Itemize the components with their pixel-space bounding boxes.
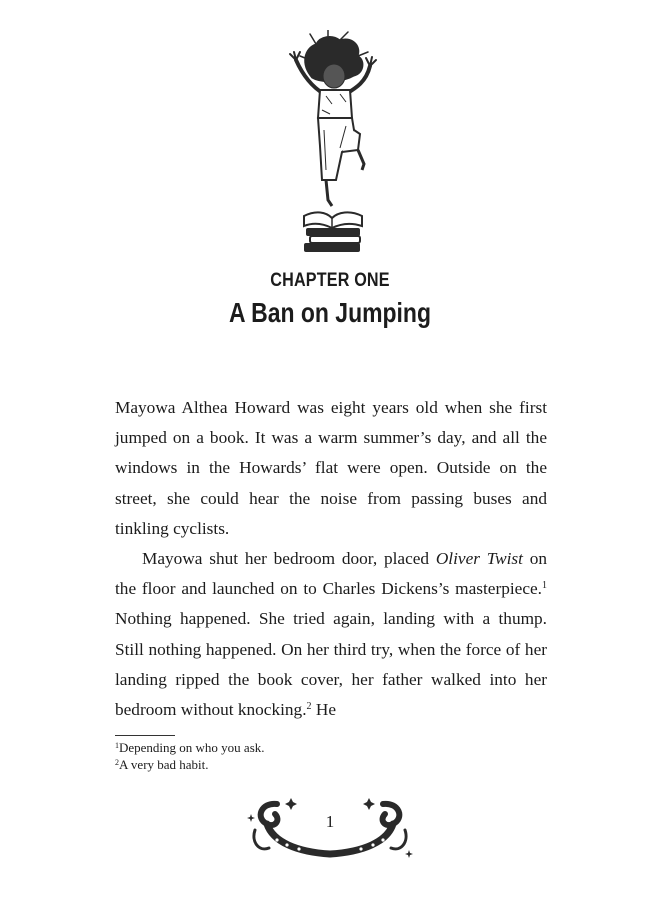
jumping-girl-illustration	[270, 30, 390, 255]
footnote-2	[115, 756, 547, 773]
footnote-1	[115, 739, 547, 756]
chapter-title: A Ban on Jumping	[229, 297, 431, 328]
footnote-divider	[115, 735, 175, 736]
footnote-ref-2[interactable]: 2	[306, 701, 312, 713]
paragraph-1: Mayowa Althea Howard was eight years old when she first jumped on a book. It was a warm summer’s day, and all the windows in the Howards’ flat were open. Outside on the street, she could hear the noise from passing buses and tinkling cyclists.	[115, 398, 547, 538]
footnote-text: A very bad habit.	[119, 757, 209, 772]
paragraph-2-text: He	[311, 700, 336, 720]
paragraph-2-text: Nothing happened. She tried again, landing with a thump. Still nothing happened. On her third try, when the force of her landing ripped the book cover, her father walked into her bedroom without knocking.	[115, 609, 547, 720]
paragraph-2	[115, 544, 547, 725]
footnote-number: 2	[115, 758, 119, 767]
footnote-number: 1	[115, 741, 119, 750]
footnotes	[115, 739, 547, 773]
chapter-body	[115, 393, 547, 725]
footnote-text: Depending on who you ask.	[119, 740, 265, 755]
book-title-oliver-twist: Oliver Twist	[435, 549, 523, 569]
page-number: 1	[325, 812, 335, 831]
chapter-label: CHAPTER ONE	[270, 270, 390, 291]
paragraph-2-text: on the floor and launched on to Charles Dickens’s masterpiece.	[115, 549, 547, 599]
paragraph-2-text: Mayowa shut her bedroom door, placed	[142, 549, 436, 569]
footnote-ref-1[interactable]: 1	[542, 580, 547, 592]
